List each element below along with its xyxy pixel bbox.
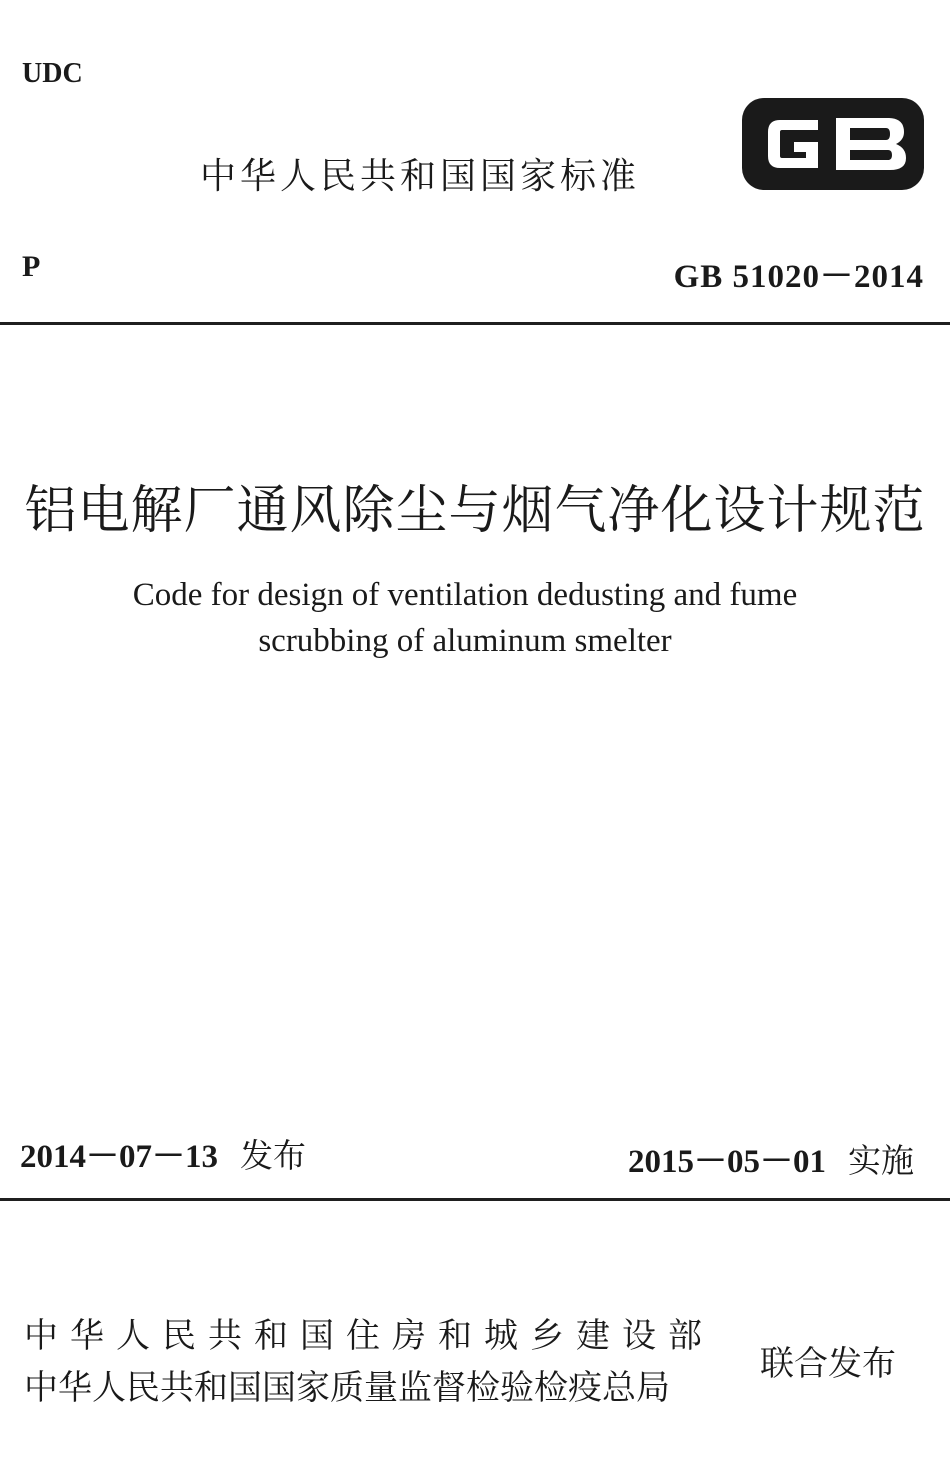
title-english-line1: Code for design of ventilation dedusting and fume [132, 577, 798, 613]
issue-date: 2014－07－13 [20, 1139, 218, 1175]
udc-label: UDC [22, 58, 83, 89]
title-english [60, 572, 870, 664]
implement-date: 2015－05－01 [628, 1144, 826, 1180]
national-standard-heading: 中华人民共和国国家标准 [200, 156, 641, 197]
joint-publish-label: 联合发布 [760, 1344, 896, 1384]
publisher-ministry: 中华人民共和国住房和城乡建设部 [24, 1316, 714, 1356]
top-divider [0, 322, 950, 325]
title-chinese: 铝电解厂通风除尘与烟气净化设计规范 [24, 481, 926, 541]
implement-label: 实施 [848, 1141, 914, 1180]
issue-label: 发布 [240, 1136, 306, 1175]
implement-date-block [628, 1135, 914, 1182]
gb-logo [740, 96, 926, 192]
classification-code: P [22, 250, 41, 283]
title-english-line2: scrubbing of aluminum smelter [258, 623, 672, 659]
issue-date-block [20, 1130, 306, 1177]
publisher-aqsiq: 中华人民共和国国家质量监督检验检疫总局 [24, 1368, 670, 1408]
standard-number: GB 51020－2014 [673, 259, 924, 295]
bottom-divider [0, 1198, 950, 1201]
